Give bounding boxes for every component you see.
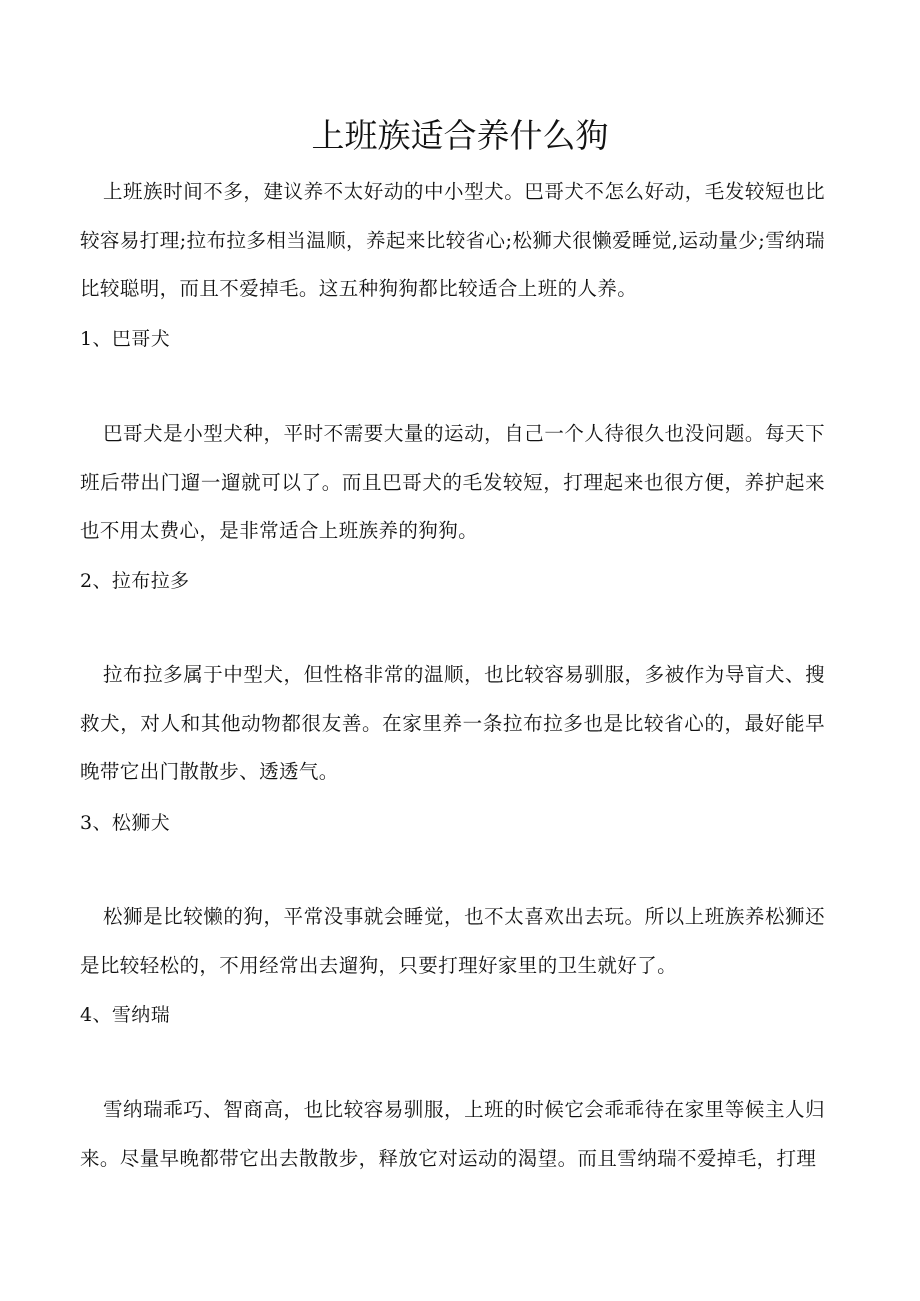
section-heading-labrador: 2、拉布拉多	[80, 570, 190, 592]
section-body-pug: 巴哥犬是小型犬种，平时不需要大量的运动，自己一个人待很久也没问题。每天下班后带出门遛一遛就可以了。而且巴哥犬的毛发较短，打理起来也很方便，养护起来也不用太费心，是非常适合上班族养的狗狗。	[80, 422, 825, 542]
section-heading-chow-chow: 3、松狮犬	[80, 812, 171, 834]
section-body-labrador: 拉布拉多属于中型犬，但性格非常的温顺，也比较容易驯服，多被作为导盲犬、搜救犬，对人和其他动物都很友善。在家里养一条拉布拉多也是比较省心的，最好能早晚带它出门散散步、透透气。	[80, 663, 825, 783]
intro-paragraph: 上班族时间不多，建议养不太好动的中小型犬。巴哥犬不怎么好动，毛发较短也比较容易打理;拉布拉多相当温顺，养起来比较省心;松狮犬很懒爱睡觉,运动量少;雪纳瑞比较聪明，而且不爱掉毛。这五种狗狗都比较适合上班的人养。	[80, 180, 825, 300]
section-heading-pug: 1、巴哥犬	[80, 328, 171, 350]
section-heading-schnauzer: 4、雪纳瑞	[80, 1004, 171, 1026]
document-title: 上班族适合养什么狗	[311, 116, 609, 155]
section-body-chow-chow: 松狮是比较懒的狗，平常没事就会睡觉，也不太喜欢出去玩。所以上班族养松狮还是比较轻松的，不用经常出去遛狗，只要打理好家里的卫生就好了。	[80, 905, 825, 977]
section-body-schnauzer: 雪纳瑞乖巧、智商高，也比较容易驯服，上班的时候它会乖乖待在家里等候主人归来。尽量早晚都带它出去散散步，释放它对运动的渴望。而且雪纳瑞不爱掉毛，打理	[80, 1098, 825, 1170]
